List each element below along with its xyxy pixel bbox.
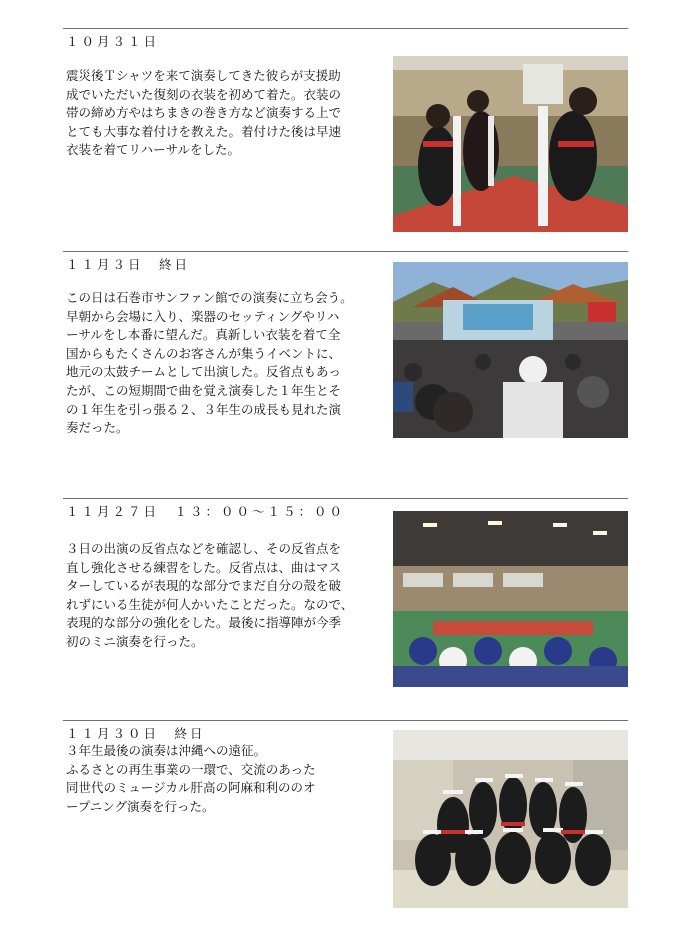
photo-gym-practice <box>393 511 628 687</box>
body-line: 国からもたくさんのお客さんが集うイベントに、 <box>66 345 342 361</box>
section-heading-oct31: １０月３１日 <box>66 34 160 49</box>
section-divider <box>63 28 628 29</box>
body-line: 衣装を着てリハーサルをした。 <box>66 142 241 158</box>
body-line: 直し強化させる練習をした。反省点は、曲はマス <box>66 559 342 575</box>
body-line: ３日の出演の反省点などを確認し、その反省点を <box>66 541 342 556</box>
body-line: 早朝から会場に入り、楽器のセッティングやリハ <box>66 308 340 324</box>
section-body-oct31 <box>66 67 341 160</box>
section-heading-nov30: １１月３０日 終日 <box>66 726 206 741</box>
body-line: この日は石巻市サンファン館での演奏に立ち会う。 <box>66 290 353 305</box>
section-divider <box>63 498 628 499</box>
body-line: とても大事な着付けを教えた。着付けた後は早速 <box>66 123 342 139</box>
body-line: たが、この短期間で曲を覚え演奏した１年生とそ <box>66 382 342 398</box>
section-body-nov3 <box>66 289 353 438</box>
body-line: 初のミニ演奏を行った。 <box>66 633 204 649</box>
photo-costume-fitting <box>393 56 628 232</box>
body-line: れずにいる生徒が何人かいたことだった。なので、 <box>66 596 354 612</box>
body-line: 奏だった。 <box>66 420 129 436</box>
section-body-nov27 <box>66 540 353 652</box>
section-heading-nov27: １１月２７日 １３：００〜１５：００ <box>66 504 346 519</box>
section-heading-nov3: １１月３日 終日 <box>66 257 191 272</box>
section-divider <box>63 720 628 721</box>
photo-outdoor-performance <box>393 262 628 438</box>
body-line: 帯の締め方やはちまきの巻き方など演奏する上で <box>66 105 342 121</box>
body-line: ープニング演奏を行った。 <box>66 798 215 814</box>
body-line: 成でいただいた復刻の衣装を初めて着た。衣装の <box>66 86 342 102</box>
body-line: ーサルをし本番に望んだ。真新しい衣装を着て全 <box>66 327 341 343</box>
body-line: 地元の太鼓チームとして出演した。反省点もあっ <box>66 364 341 380</box>
body-line: 同世代のミュージカル肝高の阿麻和利ののオ <box>66 780 316 796</box>
body-line: 震災後Ｔシャツを来て演奏してきた彼らが支援助 <box>66 68 341 83</box>
section-body-nov30 <box>66 742 316 816</box>
body-line: ふるさとの再生事業の一環で、交流のあった <box>66 761 316 777</box>
body-line: ターしているが表現的な部分でまだ自分の殻を破 <box>66 578 342 594</box>
section-divider <box>63 251 628 252</box>
body-line: 表現的な部分の強化をした。最後に指導陣が今季 <box>66 615 342 631</box>
body-line: の１年生を引っ張る２、３年生の成長も見れた演 <box>66 401 342 417</box>
body-line: ３年生最後の演奏は沖縄への遠征。 <box>66 743 267 758</box>
photo-okinawa-group <box>393 730 628 908</box>
